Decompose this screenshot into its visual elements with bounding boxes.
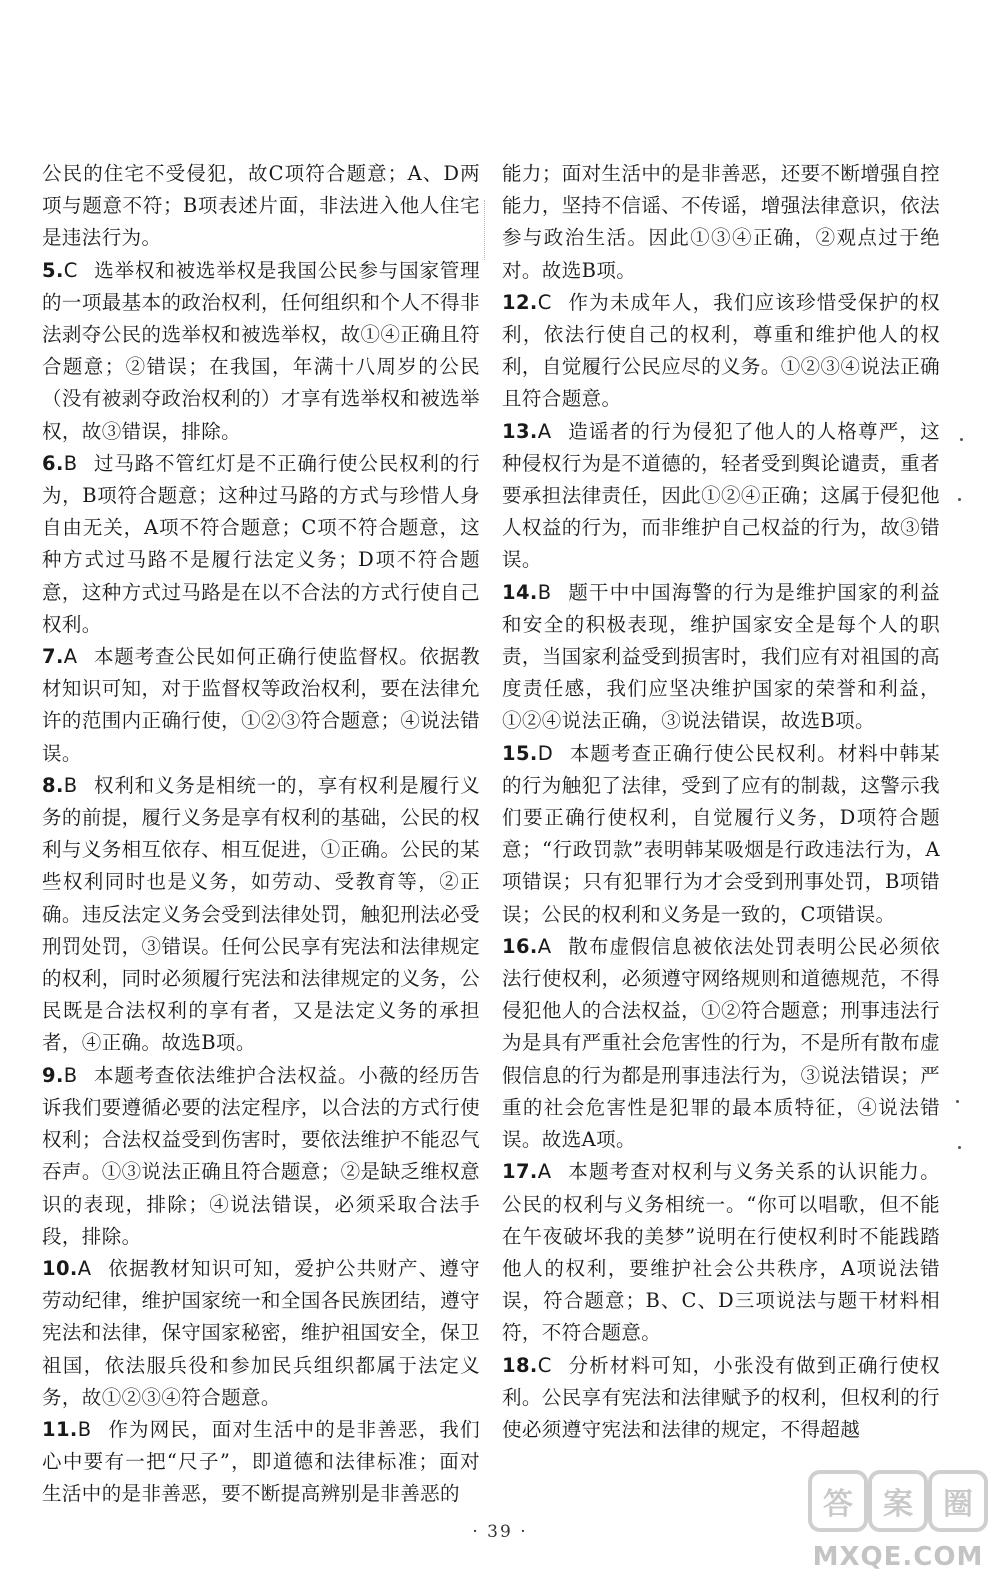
question-number: 9. [42,1063,64,1087]
answer-letter: B [537,580,552,604]
watermark-logo [808,1468,988,1578]
answer-entry-10 [42,1253,480,1414]
question-number: 7. [42,645,64,669]
answer-entry-9 [42,1060,480,1253]
answer-entry-17 [502,1156,940,1349]
answer-entry-15 [502,738,940,931]
answer-letter: B [63,1063,78,1087]
watermark-url: MXQE.COM [812,1542,984,1572]
explanation-text: 本题考查公民如何正确行使监督权。依据教材知识可知，对于监督权等政治权利，要在法律允许的范围内正确行使，①②③符合题意；④说法错误。 [42,645,480,765]
question-number: 17. [502,1160,538,1184]
scan-speck [960,438,963,441]
explanation-text: 本题考查对权利与义务关系的认识能力。公民的权利与义务相统一。“你可以唱歌，但不能在午夜破坏我的美梦”说明在行使权利时不能践踏他人的权利，要维护社会公共秩序，A项说法错误，符合题意；B、C、D三项说法与题干材料相符，不符合题意。 [502,1160,940,1345]
watermark-chars [808,1468,988,1534]
answer-entry-18 [502,1350,940,1447]
question-number: 5. [42,258,64,282]
question-number: 12. [502,290,538,314]
answer-letter: A [537,419,552,443]
answer-entry-8 [42,770,480,1060]
scan-speck [958,498,961,501]
scan-speck [956,1100,959,1103]
explanation-text: 作为网民，面对生活中的是非善恶，我们心中要有一把“尺子”，即道德和法律标准；面对生活中的是非善恶，要不断提高辨别是非善恶的 [42,1417,480,1506]
explanation-text: 选举权和被选举权是我国公民参与国家管理的一项最基本的政治权利，任何组织和个人不得非法剥夺公民的选举权和被选举权，故①④正确且符合题意；②错误；在我国，年满十八周岁的公民（没有被剥夺政治权利的）才享有选举权和被选举权，故③错误，排除。 [42,258,480,443]
question-number: 15. [502,741,538,765]
question-number: 8. [42,773,64,797]
continuation-paragraph: 能力；面对生活中的是非善恶，还要不断增强自控能力，坚持不信谣、不传谣，增强法律意识，依法参与政治生活。因此①③④正确，②观点过于绝对。故选B项。 [502,162,940,282]
answer-entry-12 [502,287,940,416]
answer-entry-11 [42,1414,480,1511]
explanation-text: 题干中中国海警的行为是维护国家的利益和安全的积极表现，维护国家安全是每个人的职责，当国家利益受到损害时，我们应有对祖国的高度责任感，我们应坚决维护国家的荣誉和利益，①②④说法正确，③说法错误，故选B项。 [502,580,940,733]
question-number: 16. [502,934,538,958]
page-number: · 39 · [472,1522,528,1542]
answer-letter: A [63,645,78,669]
right-column [502,158,940,1446]
question-number: 10. [42,1256,78,1280]
answer-entry-6 [42,448,480,641]
question-number: 6. [42,451,64,475]
answer-entry-16 [502,931,940,1156]
watermark-char: 案 [868,1470,928,1532]
question-number: 11. [42,1417,78,1441]
answer-letter: A [537,934,552,958]
answer-letter: B [77,1417,92,1441]
explanation-text: 过马路不管红灯是不正确行使公民权利的行为，B项符合题意；这种过马路的方式与珍惜人身自由无关，A项不符合题意；C项不符合题意，这种方式过马路不是履行法定义务；D项不符合题意，这种方式过马路是在以不合法的方式行使自己权利。 [42,451,480,636]
column-gutter-divider [484,200,487,260]
answer-letter: A [77,1256,92,1280]
answer-letter: D [537,741,554,765]
answer-entry-7 [42,641,480,770]
watermark-char: 答 [808,1470,868,1532]
explanation-text: 依据教材知识可知，爱护公共财产、遵守劳动纪律，维护国家统一和全国各民族团结，遵守宪法和法律，保守国家秘密，维护祖国安全，保卫祖国，依法服兵役和参加民兵组织都属于法定义务，故①②③④符合题意。 [42,1256,480,1409]
answer-entry-13 [502,416,940,577]
answer-entry-5 [42,255,480,448]
question-number: 18. [502,1353,538,1377]
answer-letter: C [537,1353,552,1377]
explanation-text: 本题考查正确行使公民权利。材料中韩某的行为触犯了法律，受到了应有的制裁，这警示我们要正确行使权利，自觉履行义务，D项符合题意；“行政罚款”表明韩某吸烟是行政违法行为，A项错误；只有犯罪行为才会受到刑事处罚，B项错误；公民的权利和义务是一致的，C项错误。 [502,741,940,926]
scan-speck [958,1146,961,1149]
explanation-text: 分析材料可知，小张没有做到正确行使权利。公民享有宪法和法律赋予的权利，但权利的行使必须遵守宪法和法律的规定，不得超越 [502,1353,940,1441]
answer-letter: A [537,1160,552,1184]
continuation-paragraph: 公民的住宅不受侵犯，故C项符合题意；A、D两项与题意不符；B项表述片面，非法进入他人住宅是违法行为。 [42,162,480,250]
watermark-char: 圈 [928,1470,988,1532]
question-number: 14. [502,580,538,604]
answer-letter: C [537,290,552,314]
explanation-text: 造谣者的行为侵犯了他人的人格尊严，这种侵权行为是不道德的，轻者受到舆论谴责，重者要承担法律责任，因此①②④正确；这属于侵犯他人权益的行为，而非维护自己权益的行为，故③错误。 [502,419,940,572]
answer-entry-14 [502,577,940,738]
question-number: 13. [502,419,538,443]
answer-letter: B [63,773,78,797]
answer-letter: C [63,258,78,282]
left-column [42,158,480,1511]
explanation-text: 权利和义务是相统一的，享有权利是履行义务的前提，履行义务是享有权利的基础，公民的权利与义务相互依存、相互促进，①正确。公民的某些权利同时也是义务，如劳动、受教育等，②正确。违反法定义务会受到法律处罚，触犯刑法必受刑罚处罚，③错误。任何公民享有宪法和法律规定的权利，同时必须履行宪法和法律规定的义务，公民既是合法权利的享有者，又是法定义务的承担者，④正确。故选B项。 [42,773,480,1055]
explanation-text: 本题考查依法维护合法权益。小薇的经历告诉我们要遵循必要的法定程序，以合法的方式行使权利；合法权益受到伤害时，要依法维护不能忍气吞声。①③说法正确且符合题意；②是缺乏维权意识的表现，排除；④说法错误，必须采取合法手段，排除。 [42,1063,480,1248]
explanation-text: 作为未成年人，我们应该珍惜受保护的权利，依法行使自己的权利，尊重和维护他人的权利，自觉履行公民应尽的义务。①②③④说法正确且符合题意。 [502,290,940,411]
answer-letter: B [63,451,78,475]
explanation-text: 散布虚假信息被依法处罚表明公民必须依法行使权利，必须遵守网络规则和道德规范，不得侵犯他人的合法权益，①②符合题意；刑事违法行为是具有严重社会危害性的行为，不是所有散布虚假信息的行为都是刑事违法行为，③说法错误；严重的社会危害性是犯罪的最本质特征，④说法错误。故选A项。 [502,934,940,1152]
